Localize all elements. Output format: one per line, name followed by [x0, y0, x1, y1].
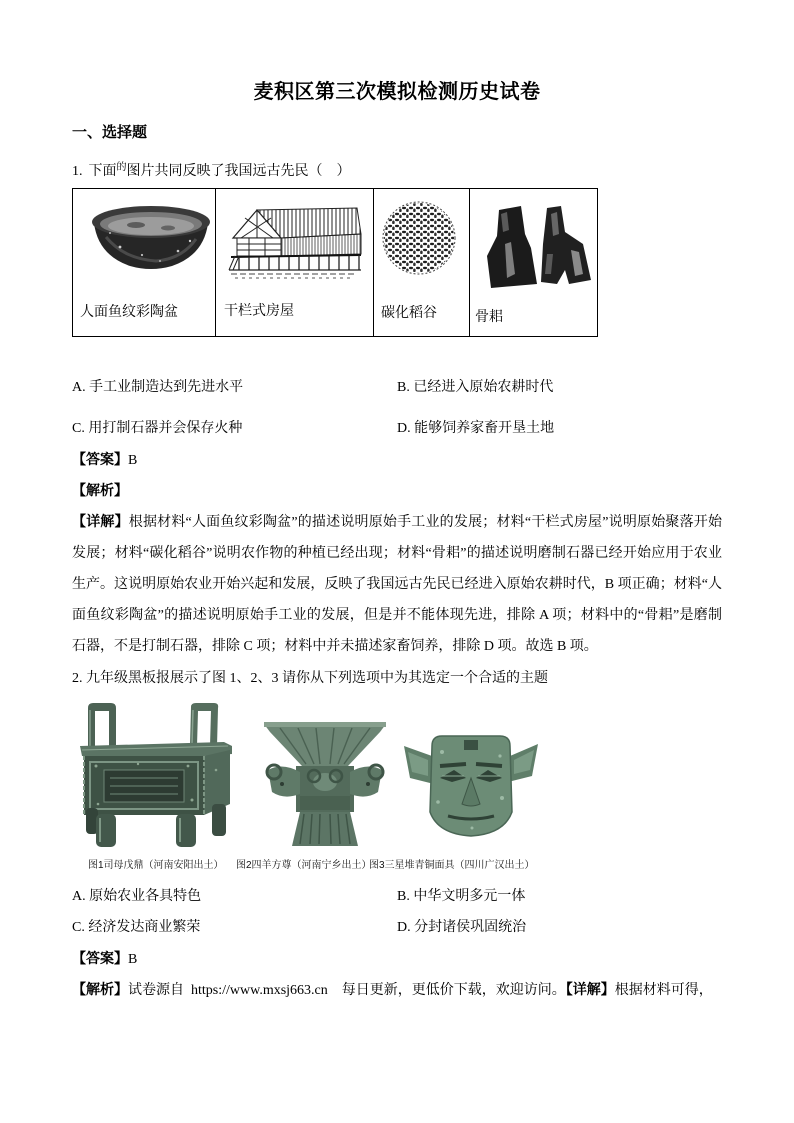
option-c: C. 经济发达商业繁荣: [72, 920, 201, 935]
question-number: 1.: [72, 164, 83, 179]
figure-caption: 图2四羊方尊（河南宁乡出土）: [236, 860, 372, 871]
question-2-answer: [72, 950, 137, 970]
detail-line: [72, 513, 722, 533]
option-c: C. 用打制石器并会保存火种: [72, 421, 243, 436]
stem-raised-char: 的: [116, 162, 127, 173]
analysis-label: 【解析】: [72, 484, 128, 499]
figure-caption: 图3三星堆青铜面具（四川广汉出土）: [369, 860, 535, 871]
figure-cell-pottery: [73, 189, 216, 336]
figure-caption: 骨耜: [475, 308, 503, 324]
stem-text: 下面: [88, 164, 117, 179]
question-1-figure-table: [72, 188, 598, 337]
option-a: A. 手工业制造达到先进水平: [72, 380, 244, 395]
carbonized-rice-image: [381, 200, 457, 276]
question-2-stem: 2. 九年级黑板报展示了图 1、2、3 请你从下列选项中为其选定一个合适的主题: [72, 671, 548, 686]
painted-pottery-basin-image: [90, 203, 212, 273]
analysis-text: 试卷源自 https://www.mxsj663.cn 每日更新，更低价下载，欢迎访问。: [128, 983, 566, 998]
exam-title: 麦积区第三次模拟检测历史试卷: [253, 81, 541, 103]
detail-label: 【详解】: [72, 515, 129, 530]
option-b: B. 已经进入原始农耕时代: [397, 380, 554, 395]
option-d: D. 能够饲养家畜开垦土地: [397, 421, 555, 436]
sanxingdui-bronze-mask-image: [402, 732, 540, 840]
figure-caption: 图1司母戊鼎（河南安阳出土）: [88, 860, 224, 871]
simuwu-ding-image: [78, 700, 234, 850]
figure-caption: 碳化稻谷: [381, 304, 437, 320]
option-a: A. 原始农业各具特色: [72, 889, 202, 904]
stilt-house-image: [227, 204, 363, 284]
question-1-answer: [72, 451, 137, 471]
answer-value: B: [128, 952, 138, 967]
figure-caption: 干栏式房屋: [224, 302, 294, 318]
figure-cell-stilt-house: [216, 189, 374, 336]
figure-caption: 人面鱼纹彩陶盆: [80, 303, 178, 319]
detail-text: 根据材料可得，: [614, 983, 713, 998]
answer-label: 【答案】: [72, 453, 128, 468]
stem-text: 图片共同反映了我国远古先民（ ）: [126, 164, 351, 179]
figure-cell-bone-spade: [470, 189, 597, 336]
four-ram-square-zun-image: [260, 720, 390, 848]
detail-line: 面鱼纹彩陶盆”的描述说明原始手工业的发展，但是并不能体现先进，排除 A 项；材料中的“骨耜”是磨制: [72, 608, 722, 623]
option-d: D. 分封诸侯巩固统治: [397, 920, 527, 935]
question-2-analysis: [72, 981, 713, 1001]
detail-line: 发展；材料“碳化稻谷”说明农作物的种植已经出现；材料“骨耜”的描述说明磨制石器已经开始应用于农业: [72, 546, 722, 561]
section-heading: 一、选择题: [72, 125, 148, 141]
question-1-stem: [72, 158, 351, 182]
detail-label: 【详解】: [565, 983, 615, 998]
detail-text: 根据材料“人面鱼纹彩陶盆”的描述说明原始手工业的发展；材料“干栏式房屋”说明原始聚落开始: [128, 515, 722, 530]
answer-value: B: [128, 453, 138, 468]
answer-label: 【答案】: [72, 952, 128, 967]
figure-cell-rice: [374, 189, 470, 336]
detail-line: 生产。这说明原始农业开始兴起和发展，反映了我国远古先民已经进入原始农耕时代，B 项正确；材料“人: [72, 577, 722, 592]
detail-line: 石器，不是打制石器，排除 C 项；材料中并未描述家畜饲养，排除 D 项。故选 B 项。: [72, 639, 598, 654]
option-b: B. 中华文明多元一体: [397, 889, 526, 904]
bone-spade-image: [485, 204, 593, 290]
analysis-label: 【解析】: [72, 983, 128, 998]
